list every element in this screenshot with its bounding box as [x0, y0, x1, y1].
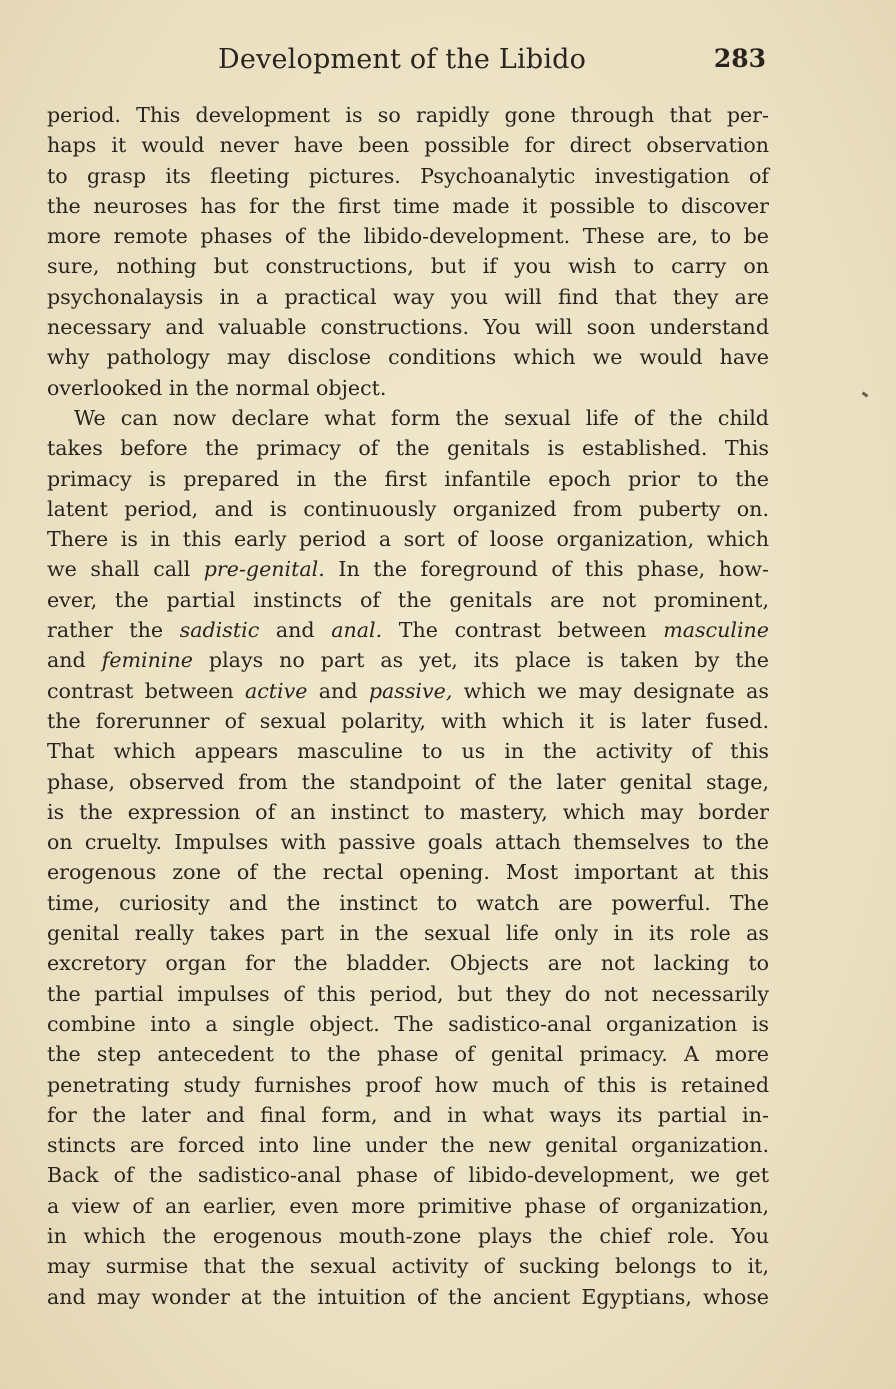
text-run: haps it would never have been possible for direct observation	[47, 133, 769, 158]
text-run: in which the erogenous mouth-zone plays the chief role. You	[47, 1223, 769, 1248]
text-line	[47, 403, 769, 433]
text-line	[47, 645, 769, 675]
text-run: is the expression of an instinct to mastery, which may border	[47, 799, 769, 824]
ink-speck	[862, 392, 869, 398]
text-run: necessary and valuable constructions. You will soon understand	[47, 315, 769, 340]
text-line	[47, 736, 769, 766]
text-line	[47, 706, 769, 736]
italic-term: pre-genital.	[203, 557, 325, 582]
text-run: why pathology may disclose conditions which we would have	[47, 345, 769, 370]
text-run: psychonalaysis in a practical way you will find that they are	[47, 284, 769, 309]
text-run: plays no part as yet, its place is taken by the	[192, 648, 769, 673]
text-run: on cruelty. Impulses with passive goals attach themselves to the	[47, 830, 769, 855]
text-run: more remote phases of the libido-development. These are, to be	[47, 224, 769, 249]
italic-term: passive,	[368, 678, 453, 703]
text-run: may surmise that the sexual activity of sucking belongs to it,	[47, 1254, 769, 1279]
running-title: Development of the Libido	[218, 44, 587, 75]
text-line	[47, 676, 769, 706]
italic-term: sadistic	[179, 618, 260, 643]
text-line	[47, 857, 769, 887]
text-line	[47, 1160, 769, 1190]
text-line	[47, 827, 769, 857]
text-line	[47, 342, 769, 372]
text-line	[47, 1070, 769, 1100]
text-line	[47, 767, 769, 797]
text-run: the step antecedent to the phase of genital primacy. A more	[47, 1042, 769, 1067]
text-run: primacy is prepared in the first infantile epoch prior to the	[47, 466, 769, 491]
italic-term: feminine	[101, 648, 193, 673]
text-run: and	[47, 648, 102, 673]
text-run: ever, the partial instincts of the genitals are not prominent,	[47, 587, 769, 612]
text-line	[47, 979, 769, 1009]
text-run: and	[259, 618, 332, 643]
text-run: stincts are forced into line under the new genital organization.	[47, 1133, 769, 1158]
text-line	[47, 221, 769, 251]
text-run: That which appears masculine to us in the activity of this	[47, 739, 769, 764]
italic-term: anal.	[331, 618, 383, 643]
text-line	[47, 554, 769, 584]
text-line	[47, 797, 769, 827]
text-line	[47, 524, 769, 554]
text-line	[47, 948, 769, 978]
text-run: Back of the sadistico-anal phase of libido-development, we get	[47, 1163, 769, 1188]
text-run: latent period, and is continuously organized from puberty on.	[47, 496, 769, 521]
text-line	[47, 464, 769, 494]
text-line	[47, 1191, 769, 1221]
text-line	[47, 161, 769, 191]
text-run: The contrast between	[382, 618, 664, 643]
text-run: time, curiosity and the instinct to watch are powerful. The	[47, 890, 769, 915]
text-line	[47, 1009, 769, 1039]
text-run: the forerunner of sexual polarity, with which it is later fused.	[47, 708, 769, 733]
text-run: period. This development is so rapidly gone through that per-	[47, 103, 769, 127]
text-line	[47, 433, 769, 463]
text-line	[47, 1100, 769, 1130]
text-line	[47, 1039, 769, 1069]
text-line	[47, 191, 769, 221]
text-line	[47, 312, 769, 342]
text-line	[47, 1221, 769, 1251]
text-line	[47, 100, 769, 130]
text-line	[47, 373, 769, 403]
text-run: combine into a single object. The sadistico-anal organization is	[47, 1011, 769, 1036]
text-line	[47, 1130, 769, 1160]
text-run: which we may designate as	[452, 678, 769, 703]
text-run: erogenous zone of the rectal opening. Most important at this	[47, 860, 769, 885]
page-number: 283	[713, 44, 766, 73]
text-run: penetrating study furnishes proof how much of this is retained	[47, 1072, 769, 1097]
text-run: We can now declare what form the sexual life of the child	[74, 405, 769, 430]
text-run: phase, observed from the standpoint of the later genital stage,	[47, 769, 769, 794]
text-line	[47, 1251, 769, 1281]
text-line	[47, 251, 769, 281]
text-line	[47, 1282, 769, 1312]
text-run: rather the	[47, 618, 180, 643]
text-line	[47, 585, 769, 615]
text-run: There is in this early period a sort of loose organization, which	[47, 527, 769, 552]
text-run: and may wonder at the intuition of the ancient Egyptians, whose	[47, 1284, 769, 1309]
text-run: we shall call	[47, 557, 204, 582]
text-run: for the later and final form, and in what ways its partial in-	[47, 1102, 769, 1127]
text-line	[47, 918, 769, 948]
text-run: sure, nothing but constructions, but if you wish to carry on	[47, 254, 769, 279]
text-line	[47, 615, 769, 645]
text-run: the neuroses has for the first time made it possible to discover	[47, 193, 769, 218]
text-line	[47, 888, 769, 918]
text-line	[47, 130, 769, 160]
italic-term: masculine	[663, 618, 769, 643]
text-run: contrast between	[47, 678, 245, 703]
text-run: a view of an earlier, even more primitive phase of organization,	[47, 1193, 769, 1218]
text-run: to grasp its fleeting pictures. Psychoanalytic investigation of	[47, 163, 769, 188]
text-line	[47, 282, 769, 312]
page-header	[46, 44, 768, 84]
text-run: the partial impulses of this period, but they do not necessarily	[47, 981, 769, 1006]
text-run: takes before the primacy of the genitals is established. This	[47, 436, 769, 461]
text-line	[47, 494, 769, 524]
text-run: genital really takes part in the sexual life only in its role as	[47, 921, 769, 946]
body-text	[47, 100, 769, 1312]
text-run: In the foreground of this phase, how-	[324, 557, 769, 582]
text-run: excretory organ for the bladder. Objects are not lacking to	[47, 951, 769, 976]
text-run: and	[307, 678, 369, 703]
italic-term: active	[244, 678, 308, 703]
text-run: overlooked in the normal object.	[47, 375, 387, 400]
